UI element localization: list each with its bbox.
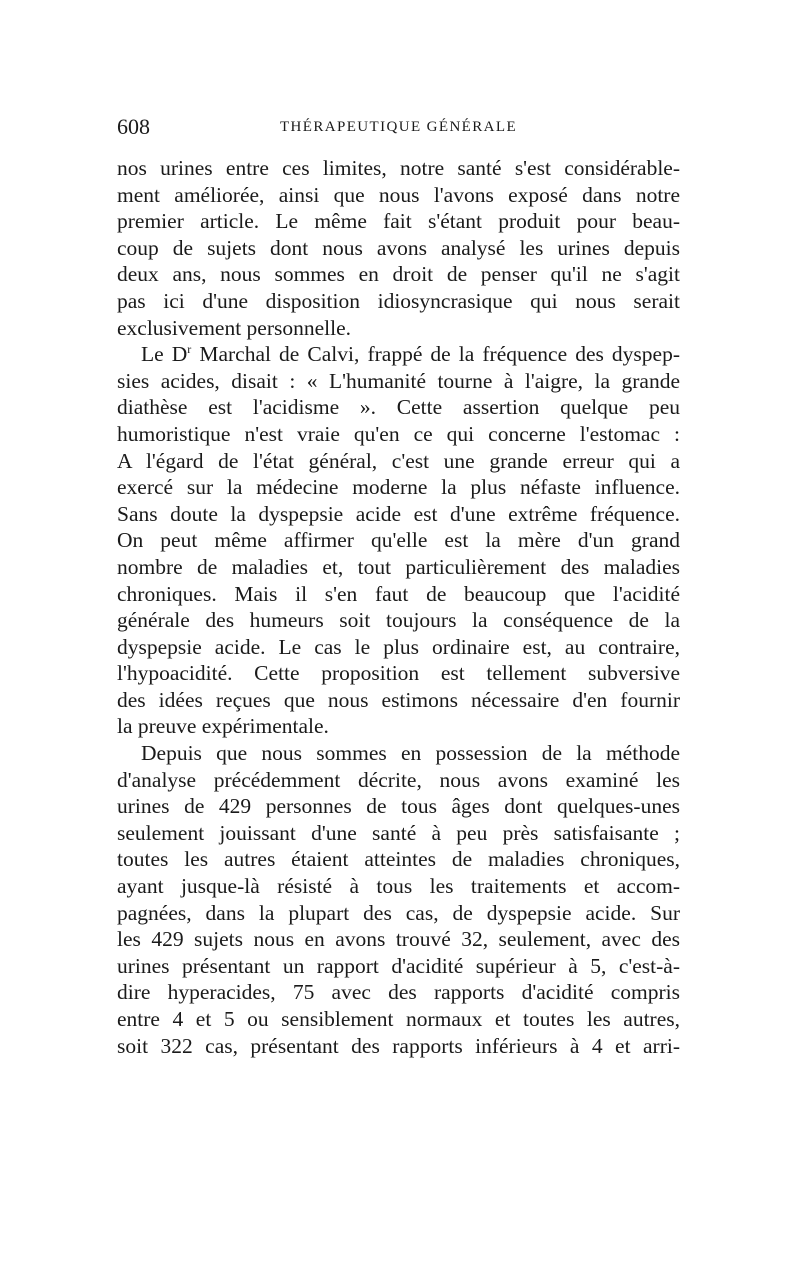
page-number: 608 — [117, 114, 150, 139]
text-line: pagnées, dans la plupart des cas, de dyspepsie acide. Sur — [117, 900, 680, 925]
text-line: dyspepsie acide. Le cas le plus ordinaire est, au contraire, — [117, 634, 680, 659]
paragraph-3 — [117, 740, 680, 1059]
text-line: urines de 429 personnes de tous âges dont quelques-unes — [117, 794, 680, 819]
text-line: l'hypoacidité. Cette proposition est tellement subversive — [117, 661, 680, 686]
text-line: dire hyperacides, 75 avec des rapports d'acidité compris — [117, 980, 680, 1005]
text-line: des idées reçues que nous estimons nécessaire d'en fournir — [117, 687, 680, 712]
text-line: toutes les autres étaient atteintes de maladies chroniques, — [117, 847, 680, 872]
superscript: r — [187, 342, 192, 357]
text-line: A l'égard de l'état général, c'est une grande erreur qui a — [117, 448, 680, 473]
running-head: THÉRAPEUTIQUE GÉNÉRALE — [279, 119, 518, 135]
text-line: nombre de maladies et, tout particulièrement des maladies — [117, 554, 680, 579]
text-line: la preuve expérimentale. — [117, 714, 329, 739]
text-line: d'analyse précédemment décrite, nous avons examiné les — [117, 767, 680, 792]
text-line: seulement jouissant d'une santé à peu près satisfaisante ; — [117, 820, 680, 845]
text-line: diathèse est l'acidisme ». Cette assertion quelque peu — [117, 395, 680, 420]
text-line: exercé sur la médecine moderne la plus néfaste influence. — [117, 475, 680, 500]
body-text — [117, 155, 680, 1059]
text-line: On peut même affirmer qu'elle est la mère d'un grand — [117, 528, 680, 553]
text-line: pas ici d'une disposition idiosyncrasique qui nous serait — [117, 288, 680, 313]
text-line: sies acides, disait : « L'humanité tourne à l'aigre, la grande — [117, 368, 680, 393]
text-line: nos urines entre ces limites, notre santé s'est considérable- — [117, 156, 680, 180]
text-line: soit 322 cas, présentant des rapports inférieurs à 4 et arri- — [117, 1033, 680, 1058]
text-line: les 429 sujets nous en avons trouvé 32, seulement, avec des — [117, 927, 680, 952]
text-line: coup de sujets dont nous avons analysé les urines depuis — [117, 235, 680, 260]
text-line: Depuis que nous sommes en possession de la méthode — [141, 741, 680, 766]
text-line: premier article. Le même fait s'étant produit pour beau- — [117, 209, 680, 234]
text-line: Sans doute la dyspepsie acide est d'une extrême fréquence. — [117, 501, 680, 526]
paragraph-2 — [117, 341, 680, 740]
paragraph-1 — [117, 155, 680, 341]
text-line: urines présentant un rapport d'acidité supérieur à 5, c'est-à- — [117, 953, 680, 978]
text-line-first — [117, 341, 680, 368]
text-line: ment améliorée, ainsi que nous l'avons exposé dans notre — [117, 182, 680, 207]
text-fragment: Marchal de Calvi, frappé de la fréquence des dyspep- — [191, 342, 681, 367]
text-line: humoristique n'est vraie qu'en ce qui concerne l'estomac : — [117, 421, 680, 446]
text-line: deux ans, nous sommes en droit de penser qu'il ne s'agit — [117, 262, 680, 287]
page-header — [117, 112, 680, 142]
text-line: exclusivement personnelle. — [117, 315, 352, 340]
text-line: ayant jusque-là résisté à tous les traitements et accom- — [117, 874, 680, 899]
text-line: chroniques. Mais il s'en faut de beaucoup que l'acidité — [117, 581, 680, 606]
text-fragment: Le D — [141, 342, 188, 367]
text-line: générale des humeurs soit toujours la conséquence de la — [117, 608, 680, 633]
text-line: entre 4 et 5 ou sensiblement normaux et toutes les autres, — [117, 1007, 680, 1031]
